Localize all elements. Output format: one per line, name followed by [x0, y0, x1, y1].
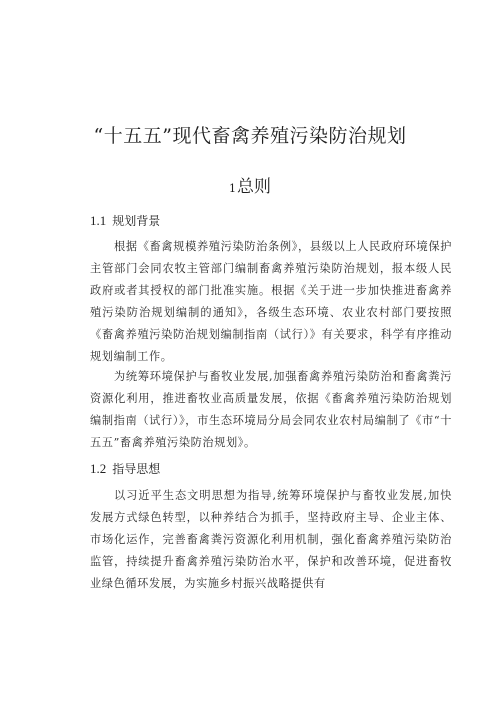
paragraph-guiding-ideology-1: 以习近平生态文明思想为指导,统筹环境保护与畜牧业发展,加快发展方式绿色转型，以种养结合为抓手，坚持政府主导、企业主体、市场化运作，完善畜禽粪污资源化利用机制，强化畜禽养殖污染防治监管，持续提升畜禽养殖污染防治水平，保护和改善环境，促进畜牧业绿色循环发展，为实施乡村振兴战略提供有	[90, 489, 452, 590]
paragraph-background-2: 为统筹环境保护与畜牧业发展,加强畜禽养殖污染防治和畜禽粪污资源化利用，推进畜牧业高质量发展，依据《畜禽养殖污染防治规划编制指南（试行）》，市生态环境局分局会同农业农村局编制了《市“十五五”畜禽养殖污染防治规划》。	[90, 370, 452, 449]
section-number: 1.2	[90, 461, 107, 476]
document-title: “十五五”现代畜禽养殖污染防治规划	[93, 125, 407, 147]
chapter-number: 1	[229, 182, 236, 195]
section-title: 指导思想	[112, 462, 161, 476]
section-number: 1.1	[90, 213, 107, 228]
section-title: 规划背景	[112, 214, 161, 228]
section-heading-guiding-ideology	[90, 460, 160, 477]
chapter-heading	[0, 172, 500, 197]
chapter-title: 总则	[237, 177, 271, 197]
paragraph-background-1: 根据《畜禽规模养殖污染防治条例》，县级以上人民政府环境保护主管部门会同农牧主管部门编制畜禽养殖污染防治规划，报本级人民政府或者其授权的部门批准实施。根据《关于进一步加快推进畜禽养殖污染防治规划编制的通知》，各级生态环境、农业农村部门要按照《畜禽养殖污染防治规划编制指南（试行）》有关要求，科学有序推动规划编制工作。	[90, 240, 452, 363]
section-heading-background	[90, 212, 160, 229]
